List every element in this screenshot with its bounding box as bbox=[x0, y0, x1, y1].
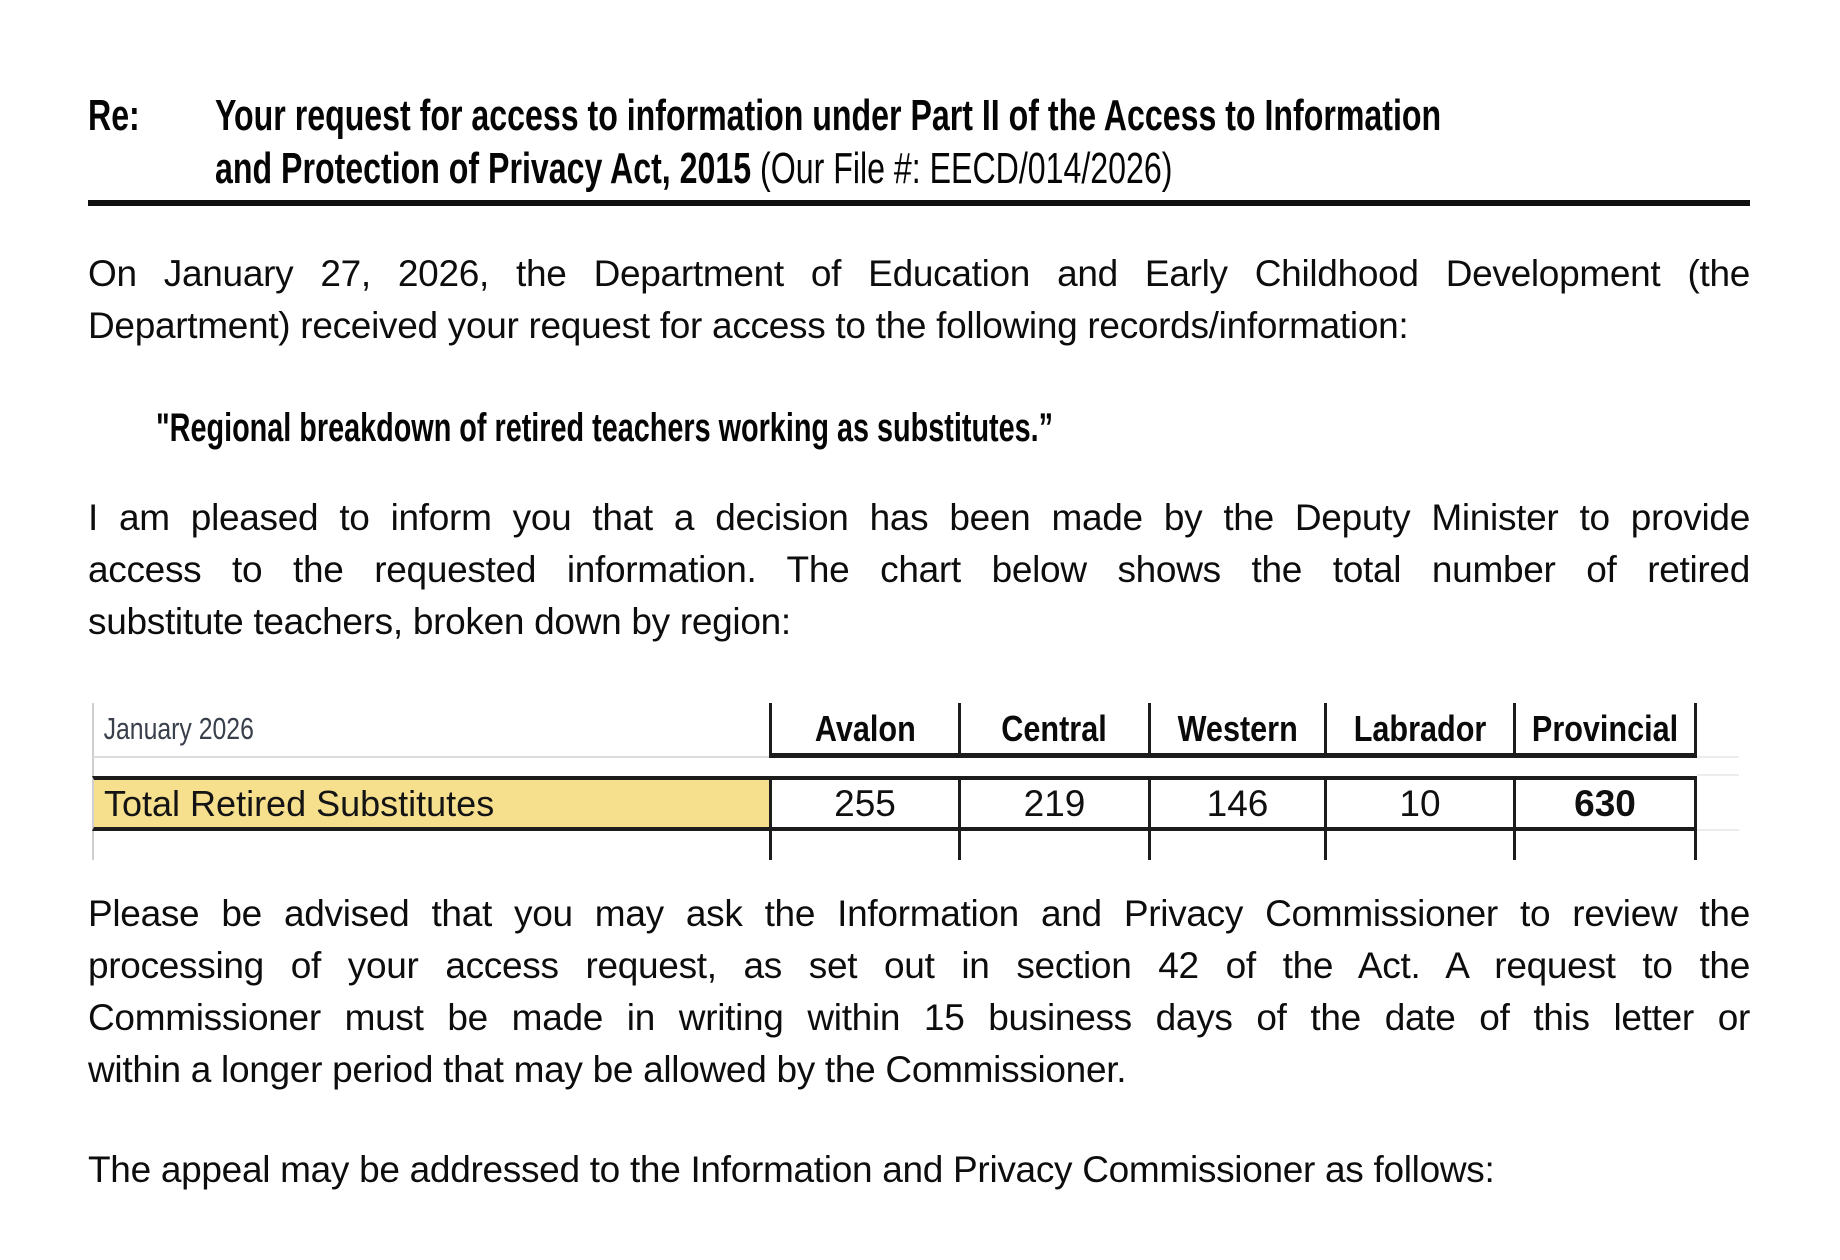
subject-line-2 bbox=[215, 142, 1840, 195]
subject-line-2-bold: and Protection of Privacy Act, 2015 bbox=[215, 144, 752, 193]
table-data-row bbox=[92, 776, 1786, 831]
request-quote: "Regional breakdown of retired teachers working as substitutes.” bbox=[156, 406, 1054, 450]
paragraph-line: I am pleased to inform you that a decision has been made by the Deputy Minister to provide bbox=[88, 497, 1750, 538]
total-row-label: Total Retired Substitutes bbox=[104, 782, 495, 824]
paragraph-line: Please be advised that you may ask the Information and Privacy Commissioner to review the bbox=[88, 893, 1750, 934]
col-header-provincial: Provincial bbox=[1513, 703, 1697, 758]
paragraph-line: Commissioner must be made in writing within 15 business days of the date of this letter or bbox=[88, 997, 1750, 1038]
subject-lines bbox=[215, 89, 1840, 195]
paragraph-commissioner-review bbox=[88, 888, 1750, 1096]
col-header-labrador: Labrador bbox=[1324, 703, 1513, 758]
col-header-central: Central bbox=[958, 703, 1148, 758]
subject-block bbox=[88, 89, 1750, 195]
gridline-extension bbox=[1697, 703, 1739, 758]
paragraph-line: within a longer period that may be allowed by the Commissioner. bbox=[88, 1049, 1127, 1090]
re-label-cell bbox=[88, 89, 215, 195]
gridline-extension bbox=[1697, 758, 1739, 776]
paragraph-line: The appeal may be addressed to the Information and Privacy Commissioner as follows: bbox=[88, 1149, 1495, 1190]
paragraph-line: access to the requested information. The chart below shows the total number of retired bbox=[88, 549, 1750, 590]
period-label: January 2026 bbox=[103, 711, 254, 746]
value-central: 219 bbox=[958, 776, 1148, 831]
paragraph-line: substitute teachers, broken down by region: bbox=[88, 601, 791, 642]
gridline-extension bbox=[1697, 776, 1739, 831]
table-clipped-row bbox=[92, 831, 1786, 860]
col-header-western: Western bbox=[1148, 703, 1324, 758]
paragraph-received-request bbox=[88, 248, 1750, 352]
file-number: (Our File #: EECD/014/2026) bbox=[751, 144, 1173, 193]
value-labrador: 10 bbox=[1324, 776, 1513, 831]
total-row-label-cell bbox=[92, 776, 769, 831]
paragraph-line: processing of your access request, as set out in section 42 of the Act. A request to the bbox=[88, 945, 1750, 986]
period-cell bbox=[92, 703, 769, 758]
value-western: 146 bbox=[1148, 776, 1324, 831]
divider-rule bbox=[88, 200, 1750, 206]
value-provincial: 630 bbox=[1513, 776, 1697, 831]
paragraph-line: Department) received your request for access to the following records/information: bbox=[88, 305, 1409, 346]
table-header-row bbox=[92, 703, 1786, 758]
value-avalon: 255 bbox=[769, 776, 958, 831]
retired-substitutes-table bbox=[92, 703, 1786, 860]
subject-line-1: Your request for access to information under Part II of the Access to Information bbox=[215, 91, 1442, 140]
paragraph-appeal bbox=[88, 1144, 1750, 1196]
re-label: Re: bbox=[88, 91, 140, 140]
paragraph-line: On January 27, 2026, the Department of Education and Early Childhood Development (the bbox=[88, 253, 1750, 294]
col-header-avalon: Avalon bbox=[769, 703, 958, 758]
paragraph-decision bbox=[88, 492, 1750, 648]
table-spacer-row bbox=[92, 758, 1786, 776]
